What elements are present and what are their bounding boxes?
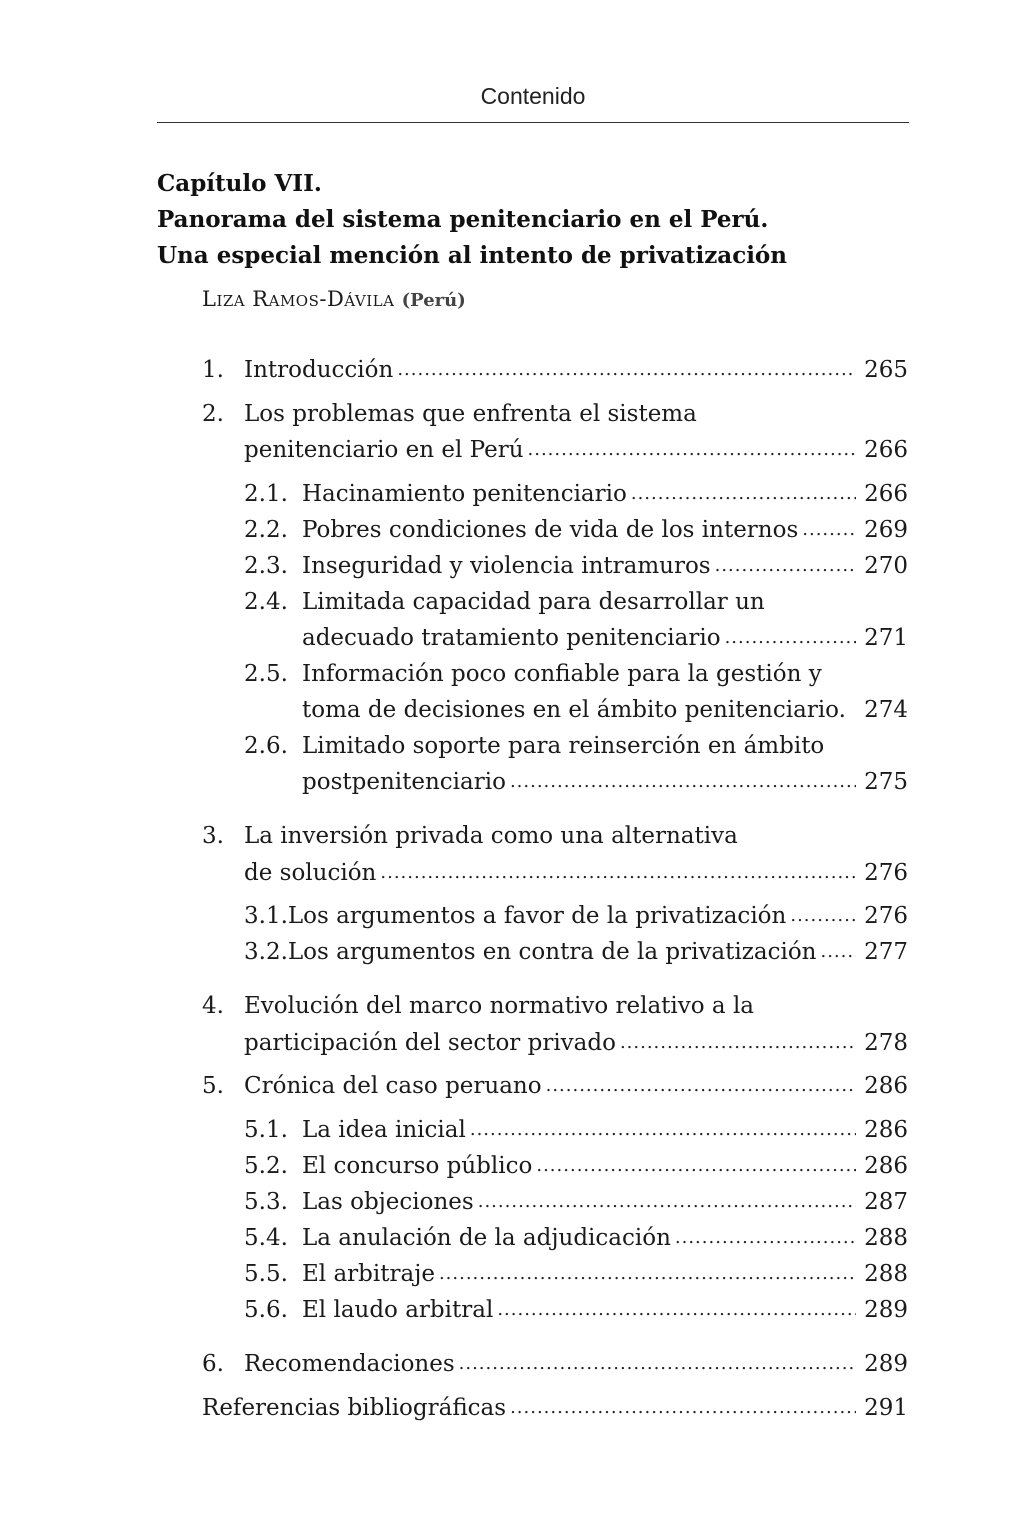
toc-entry-title: adecuado tratamiento penitenciario [302,625,721,651]
toc-entry-page: 277 [864,939,908,965]
toc-entry-title: Introducción [244,357,394,383]
toc-entry-number: 2.5. [244,661,288,687]
toc-entry-number: 4. [202,993,224,1019]
toc-subentry[interactable] [244,1112,908,1148]
toc-entry-number: 5.5. [244,1261,288,1287]
toc-subentry[interactable] [302,764,908,800]
toc-entry-title-line-1: Información poco confiable para la gestión y [302,661,822,687]
toc-entry-page: 287 [864,1189,908,1215]
toc-subentry[interactable] [244,1256,908,1292]
toc-entry[interactable] [244,432,908,468]
toc-entry-page: 288 [864,1225,908,1251]
toc-entry-page: 276 [864,903,908,929]
toc-entry-number: 3. [202,823,224,849]
toc-entry[interactable] [244,855,908,891]
toc-entry-page: 288 [864,1261,908,1287]
header-divider [157,122,909,123]
toc-subentry-first-line [244,728,824,764]
toc-entry-number: 5.6. [244,1297,288,1323]
toc-entry-number: 2.1. [244,481,288,507]
dot-leader [536,1148,856,1184]
toc-entry-page: 291 [864,1395,908,1421]
dot-leader [528,432,856,468]
dot-leader [459,1346,856,1382]
toc-entry-page: 286 [864,1153,908,1179]
toc-entry-title: participación del sector privado [244,1030,616,1056]
dot-leader [439,1256,856,1292]
toc-entry-title: toma de decisiones en el ámbito penitenciario. [302,697,846,723]
toc-entry-number: 6. [202,1351,224,1377]
author-name: Liza Ramos-Dávila [202,287,395,311]
toc-entry-first-line [202,818,738,854]
dot-leader [631,476,856,512]
toc-entry-page: 274 [864,697,908,723]
running-header: Contenido [480,83,586,109]
toc-subentry[interactable] [302,620,908,656]
toc-entry-title: El arbitraje [302,1261,435,1287]
dot-leader [510,1390,856,1426]
toc-entry-page: 275 [864,769,908,795]
toc-entry-title: Los argumentos en contra de la privatización [287,939,817,965]
toc-entry-title: La idea inicial [302,1117,466,1143]
toc-entry-number: 5.1. [244,1117,288,1143]
dot-leader [715,548,856,584]
toc-entry-title: Pobres condiciones de vida de los internos [302,517,799,543]
toc-entry-page: 278 [864,1030,908,1056]
toc-entry-title-line-1: Limitado soporte para reinserción en ámbito [302,733,825,759]
toc-entry-number: 2.4. [244,589,288,615]
toc-entry[interactable] [202,1346,908,1382]
toc-entry-number: 2.3. [244,553,288,579]
toc-entry[interactable] [244,1025,908,1061]
toc-entry-title: Los argumentos a favor de la privatización [287,903,787,929]
toc-entry-number: 2.6. [244,733,288,759]
dot-leader [790,898,856,934]
toc-entry-references[interactable] [202,1390,908,1426]
chapter-number: Capítulo VII. [157,170,322,197]
toc-subentry[interactable] [244,1220,908,1256]
toc-entry-page: 286 [864,1073,908,1099]
dot-leader [546,1068,856,1104]
toc-entry-title-line-1: Los problemas que enfrenta el sistema [244,401,697,427]
dot-leader [470,1112,856,1148]
toc-entry-page: 270 [864,553,908,579]
toc-entry[interactable] [202,352,908,388]
toc-entry-first-line [202,396,697,432]
toc-entry-page: 289 [864,1351,908,1377]
toc-entry-number: 3.1. [244,903,288,929]
toc-subentry[interactable] [244,898,908,934]
dot-leader [802,512,856,548]
chapter-title-line-2: Una especial mención al intento de privatización [157,242,787,269]
toc-subentry[interactable] [244,934,908,970]
dot-leader [675,1220,856,1256]
dot-leader [497,1292,856,1328]
dot-leader [620,1025,856,1061]
toc-subentry[interactable] [244,1292,908,1328]
toc-entry[interactable] [202,1068,908,1104]
dot-leader [397,352,856,388]
toc-subentry[interactable] [244,512,908,548]
toc-entry-title: Referencias bibliográficas [202,1395,507,1421]
toc-entry-title-line-1: La inversión privada como una alternativa [244,823,738,849]
dot-leader [725,620,856,656]
toc-entry-title-line-1: Limitada capacidad para desarrollar un [302,589,765,615]
toc-entry-number: 5.3. [244,1189,288,1215]
toc-entry-page: 276 [864,860,908,886]
dot-leader [478,1184,856,1220]
dot-leader [510,764,856,800]
toc-entry-title: El laudo arbitral [302,1297,494,1323]
toc-entry-title: penitenciario en el Perú [244,437,524,463]
toc-entry-title: El concurso público [302,1153,533,1179]
chapter-title-line-1: Panorama del sistema penitenciario en el Perú. [157,206,769,233]
toc-entry-title-line-1: Evolución del marco normativo relativo a la [244,993,755,1019]
toc-subentry[interactable] [302,692,908,728]
toc-subentry-first-line [244,656,822,692]
dot-leader [820,934,856,970]
toc-subentry-first-line [244,584,765,620]
toc-entry-number: 5.2. [244,1153,288,1179]
toc-entry-number: 3.2. [244,939,288,965]
toc-subentry[interactable] [244,1148,908,1184]
toc-subentry[interactable] [244,476,908,512]
chapter-heading [157,166,917,274]
toc-subentry[interactable] [244,548,908,584]
toc-entry-page: 289 [864,1297,908,1323]
toc-entry-page: 266 [864,437,908,463]
toc-entry-page: 265 [864,357,908,383]
toc-entry-number: 2. [202,401,224,427]
toc-entry-number: 5.4. [244,1225,288,1251]
toc-entry-first-line [202,988,754,1024]
toc-entry-number: 5. [202,1073,224,1099]
toc-entry-title: Las objeciones [302,1189,474,1215]
author-country: (Perú) [401,290,466,311]
toc-entry-title: postpenitenciario [302,769,506,795]
toc-entry-title: Crónica del caso peruano [244,1073,542,1099]
dot-leader [380,855,856,891]
toc-entry-page: 286 [864,1117,908,1143]
toc-entry-title: Hacinamiento penitenciario [302,481,627,507]
toc-entry-title: Recomendaciones [244,1351,455,1377]
chapter-author [202,284,466,316]
toc-entry-page: 266 [864,481,908,507]
toc-entry-page: 271 [864,625,908,651]
toc-entry-title: La anulación de la adjudicación [302,1225,671,1251]
toc-subentry[interactable] [244,1184,908,1220]
toc-entry-title: de solución [244,860,377,886]
toc-entry-title: Inseguridad y violencia intramuros [302,553,711,579]
toc-entry-page: 269 [864,517,908,543]
toc-entry-number: 1. [202,357,224,383]
toc-entry-number: 2.2. [244,517,288,543]
